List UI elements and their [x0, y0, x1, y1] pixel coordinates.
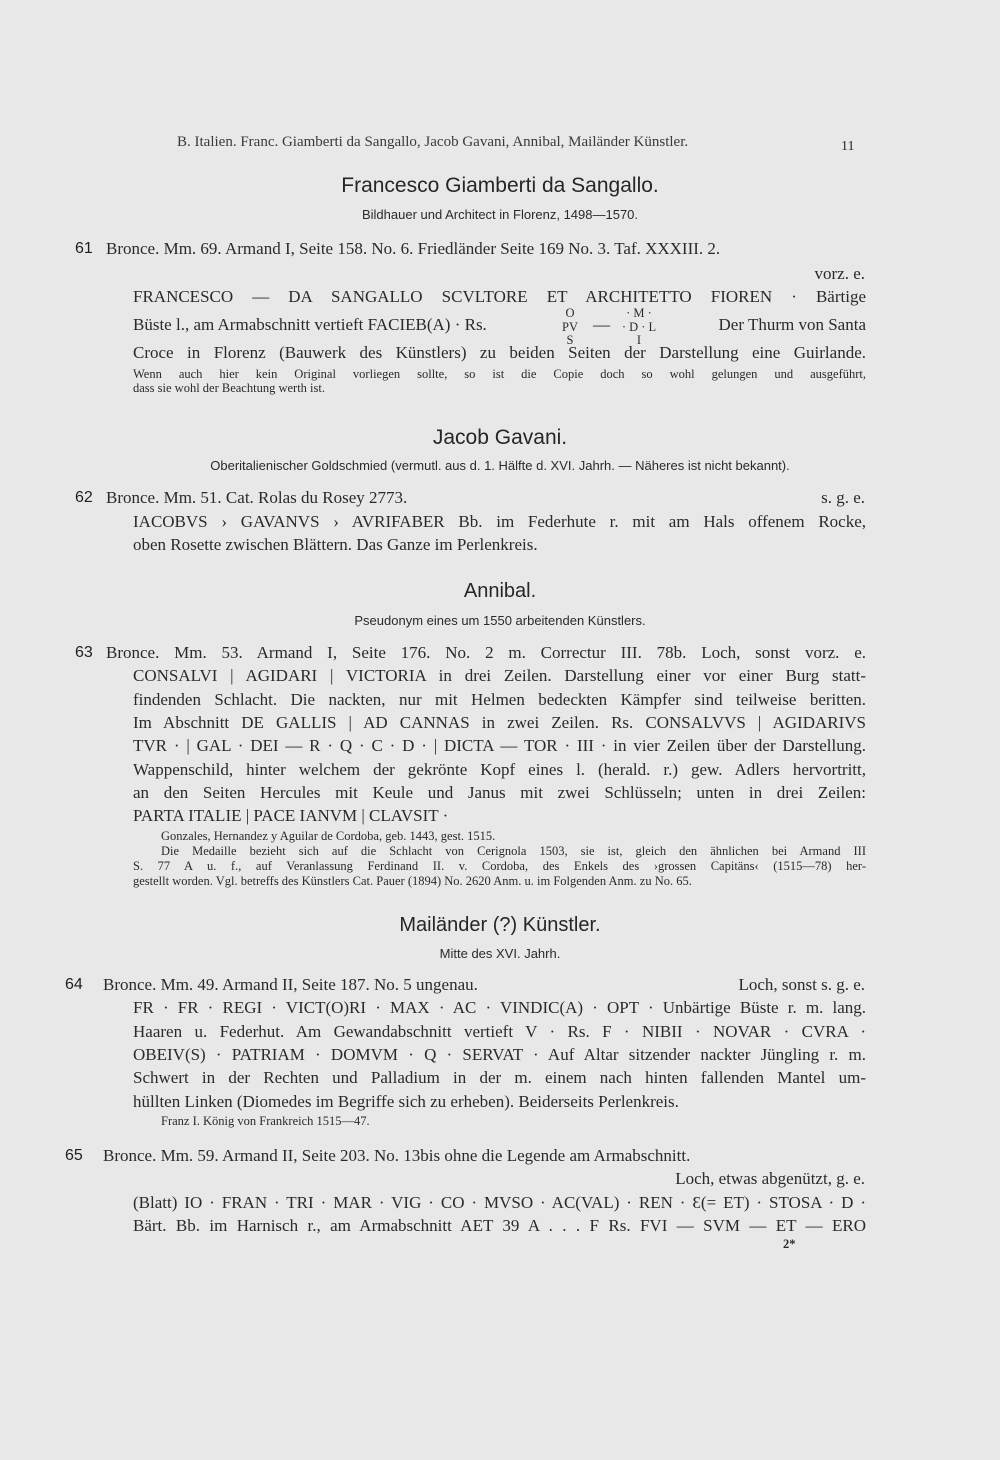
entry-63-line: Im Abschnitt DE GALLIS | AD CANNAS in zwei Zeilen. Rs. CONSALVVS | AGIDARIVS [133, 713, 866, 732]
section-title-mailaender: Mailänder (?) Künstler. [399, 914, 601, 936]
entry-62-line: Bronce. Mm. 51. Cat. Rolas du Rosey 2773. [106, 488, 408, 507]
entry-61-line: Bronce. Mm. 69. Armand I, Seite 158. No. 6. Friedländer Seite 169 No. 3. Taf. XXXIII. 2. [106, 239, 721, 258]
reverse-monogram-mid: PV [562, 320, 578, 334]
entry-63-line: CONSALVI | AGIDARI | VICTORIA in drei Zeilen. Darstellung einer vor einer Burg statt- [133, 666, 866, 685]
reverse-monogram-top: O [565, 306, 575, 320]
section-subtitle-annibal: Pseudonym eines um 1550 arbeitenden Künstlers. [354, 613, 646, 628]
entry-64-line: FR · FR · REGI · VICT(O)RI · MAX · AC · VINDIC(A) · OPT · Unbärtige Büste r. m. lang. [133, 998, 866, 1017]
entry-64-line: Haaren u. Federhut. Am Gewandabschnitt vertieft V · Rs. F · NIBII · NOVAR · CVRA · [133, 1022, 866, 1041]
entry-65-line: Bronce. Mm. 59. Armand II, Seite 203. No. 13bis ohne die Legende am Armabschnitt. [103, 1146, 691, 1165]
entry-number-64: 64 [65, 976, 83, 993]
entry-65-grade: Loch, etwas abgenützt, g. e. [675, 1169, 865, 1188]
reverse-monogram2-top: · M · [626, 306, 652, 320]
entry-62-line: oben Rosette zwischen Blättern. Das Ganze im Perlenkreis. [133, 535, 538, 554]
running-header: B. Italien. Franc. Giamberti da Sangallo, Jacob Gavani, Annibal, Mailänder Künstler. [177, 134, 689, 150]
entry-64-note: Franz I. König von Frankreich 1515—47. [161, 1114, 370, 1128]
signature-mark: 2* [783, 1237, 796, 1251]
entry-63-line: an den Seiten Hercules mit Keule und Janus mit zwei Schlüsseln; unten in drei Zeilen: [133, 783, 866, 802]
reverse-dash: — [593, 315, 610, 334]
entry-64-line: hüllten Linken (Diomedes im Begriffe sich zu erheben). Beiderseits Perlenkreis. [133, 1092, 679, 1111]
entry-63-note: Gonzales, Hernandez y Aguilar de Cordoba, geb. 1443, gest. 1515. [161, 829, 496, 843]
entry-number-65: 65 [65, 1147, 83, 1164]
entry-63-line: TVR · | GAL · DEI — R · Q · C · D · | DICTA — TOR · III · in vier Zeilen über der Darstellung. [133, 736, 866, 755]
section-subtitle-mailaender: Mitte des XVI. Jahrh. [439, 946, 561, 961]
entry-65-line: Bärt. Bb. im Harnisch r., am Armabschnitt AET 39 A . . . F Rs. FVI — SVM — ET — ERO [133, 1216, 866, 1235]
entry-62-grade: s. g. e. [821, 488, 865, 507]
entry-61-line: Der Thurm von Santa [718, 315, 866, 334]
entry-61-grade: vorz. e. [814, 264, 865, 283]
entry-63-line: findenden Schlacht. Die nackten, nur mit Helmen bedeckten Kämpfer sind teilweise beritten. [133, 690, 866, 709]
entry-65-line: (Blatt) IO · FRAN · TRI · MAR · VIG · CO · MVSO · AC(VAL) · REN · Ɛ(= ET) · STOSA · D · [133, 1193, 866, 1212]
section-title-sangallo: Francesco Giamberti da Sangallo. [341, 174, 659, 197]
entry-61-note: Wenn auch hier kein Original vorliegen sollte, so ist die Copie doch so wohl gelungen und ausgeführt, [133, 367, 866, 381]
section-subtitle-sangallo: Bildhauer und Architect in Florenz, 1498—1570. [361, 207, 639, 222]
entry-64-grade: Loch, sonst s. g. e. [738, 975, 865, 994]
entry-61-line: Croce in Florenz (Bauwerk des Künstlers) zu beiden Seiten der Darstellung eine Guirlande. [133, 343, 866, 362]
entry-number-61: 61 [75, 240, 93, 257]
entry-63-line: Bronce. Mm. 53. Armand I, Seite 176. No. 2 m. Correctur III. 78b. Loch, sonst vorz. e. [106, 643, 866, 662]
page-number: 11 [841, 139, 855, 154]
entry-number-63: 63 [75, 644, 93, 661]
entry-63-line: Wappenschild, hinter welchem der gekrönte Kopf eines l. (herald. r.) gew. Adlers hervortritt, [133, 760, 866, 779]
entry-64-line: OBEIV(S) · PATRIAM · DOMVM · Q · SERVAT · Auf Altar sitzender nackter Jüngling r. m. [133, 1045, 866, 1064]
entry-61-line: Büste l., am Armabschnitt vertieft FACIEB(A) · Rs. [133, 315, 487, 334]
section-subtitle-gavani: Oberitalienischer Goldschmied (vermutl. aus d. 1. Hälfte d. XVI. Jahrh. — Näheres ist nicht bekannt). [210, 458, 790, 473]
reverse-monogram-bottom: S [566, 333, 574, 347]
entry-62-line: IACOBVS › GAVANVS › AVRIFABER Bb. im Federhute r. mit am Hals offenem Rocke, [133, 512, 866, 531]
entry-61-line: FRANCESCO — DA SANGALLO SCVLTORE ET ARCHITETTO FIOREN · Bärtige [133, 287, 866, 306]
entry-63-note: S. 77 A u. f., auf Veranlassung Ferdinand II. v. Cordoba, des Enkels des ›grossen Capitäns‹ (1515—78) her- [133, 859, 866, 873]
entry-64-line: Bronce. Mm. 49. Armand II, Seite 187. No. 5 ungenau. [103, 975, 478, 994]
reverse-monogram2-bottom: I [636, 333, 642, 347]
section-title-annibal: Annibal. [463, 580, 537, 602]
section-title-gavani: Jacob Gavani. [432, 426, 568, 449]
entry-number-62: 62 [75, 489, 93, 506]
entry-63-note: gestellt worden. Vgl. betreffs des Künstlers Cat. Pauer (1894) No. 2620 Anm. u. im Folgenden Anm. zu No. 65. [133, 874, 692, 888]
entry-63-line: PARTA ITALIE | PACE IANVM | CLAVSIT · [133, 806, 449, 825]
reverse-monogram2-mid: · D · L [621, 320, 657, 334]
entry-63-note: Die Medaille bezieht sich auf die Schlacht von Cerignola 1503, sie ist, gleich den ähnlichen bei Armand III [161, 844, 866, 858]
entry-61-note: dass sie wohl der Beachtung werth ist. [133, 381, 325, 395]
entry-64-line: Schwert in der Rechten und Palladium in der m. einem nach hinten fallenden Mantel um- [133, 1068, 866, 1087]
